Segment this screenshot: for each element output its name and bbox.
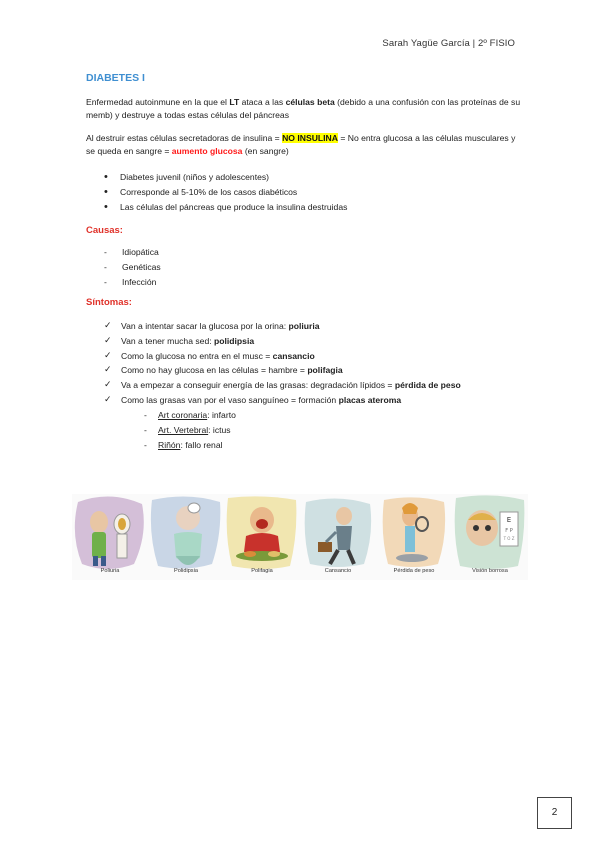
list-item bbox=[104, 363, 461, 378]
list-item: - Genéticas bbox=[104, 260, 161, 275]
symptom-text: Como no hay glucosa en las células = hambre = bbox=[121, 365, 308, 376]
symptom-term: poliuria bbox=[288, 321, 320, 331]
symptoms-illustration-strip bbox=[72, 494, 528, 580]
intro-paragraph-1 bbox=[86, 96, 526, 122]
symptom-term: pérdida de peso bbox=[394, 380, 461, 391]
list-item bbox=[104, 378, 461, 393]
illustration-label: Cansancio bbox=[324, 568, 352, 574]
illustration-cansancio bbox=[300, 494, 376, 580]
list-item: • Corresponde al 5-10% de los casos diabéticos bbox=[104, 185, 347, 200]
illustration-label: Polifagia bbox=[251, 568, 273, 574]
symptom-term: polifagia bbox=[307, 365, 343, 376]
complication-label: Riñón bbox=[158, 439, 181, 450]
svg-text:F P: F P bbox=[505, 528, 513, 534]
intro-text: (en sangre) bbox=[242, 146, 289, 156]
illustration-poliuria bbox=[72, 494, 148, 580]
checkmark-icon: ✓ bbox=[104, 365, 112, 376]
illustration-label: Poliuria bbox=[100, 568, 120, 574]
illustration-polifagia bbox=[224, 494, 300, 580]
causas-list bbox=[104, 245, 161, 290]
checkmark-icon: ✓ bbox=[104, 335, 112, 346]
aumento-glucosa-highlight: aumento glucosa bbox=[171, 146, 243, 156]
svg-text:T O Z: T O Z bbox=[503, 536, 515, 541]
complication-label: Art. Vertebral bbox=[158, 424, 209, 435]
beta-cells-term: células beta bbox=[285, 97, 335, 107]
intro-text: Al destruir estas células secretadoras de insulina = bbox=[86, 133, 283, 143]
illustration-vision-borrosa bbox=[452, 494, 528, 580]
list-item: - Idiopática bbox=[104, 245, 161, 260]
characteristics-list bbox=[104, 170, 347, 215]
illustration-polidipsia bbox=[148, 494, 224, 580]
illustration-perdida-de-peso bbox=[376, 494, 452, 580]
list-item: • Las células del páncreas que produce la insulina destruidas bbox=[104, 200, 347, 215]
causas-heading: Causas: bbox=[86, 225, 123, 236]
no-insulina-highlight: NO INSULINA bbox=[282, 133, 338, 143]
page-title: DIABETES I bbox=[86, 72, 145, 84]
intro-text: Enfermedad autoinmune en la que el bbox=[86, 97, 230, 107]
intro-paragraph-2 bbox=[86, 132, 526, 158]
symptom-term: placas ateroma bbox=[338, 394, 402, 405]
checkmark-icon: ✓ bbox=[104, 321, 112, 331]
complication-text: : fallo renal bbox=[180, 439, 223, 450]
list-item bbox=[104, 393, 461, 408]
illustration-label: Visión borrosa bbox=[472, 568, 508, 574]
symptom-text: Van a intentar sacar la glucosa por la orina: bbox=[121, 321, 289, 331]
symptom-text: Como la glucosa no entra en el musc = bbox=[121, 350, 273, 361]
complications-list bbox=[144, 408, 236, 452]
list-item: - Infección bbox=[104, 275, 161, 290]
symptom-text: Como las grasas van por el vaso sanguíneo = formación bbox=[121, 394, 339, 405]
illustration-label: Pérdida de peso bbox=[393, 568, 435, 574]
sintomas-heading: Síntomas: bbox=[86, 297, 132, 308]
list-item bbox=[104, 334, 461, 349]
checkmark-icon: ✓ bbox=[104, 380, 112, 391]
list-item bbox=[144, 408, 236, 423]
checkmark-icon: ✓ bbox=[104, 350, 112, 361]
page-number: 2 bbox=[537, 797, 572, 829]
checkmark-icon: ✓ bbox=[104, 394, 112, 405]
complication-text: : infarto bbox=[207, 410, 236, 420]
svg-text:E: E bbox=[506, 516, 512, 524]
page-header-author: Sarah Yagüe García | 2º FISIO bbox=[382, 38, 515, 49]
lt-term: LT bbox=[229, 97, 240, 107]
intro-text: ataca a las bbox=[239, 97, 286, 107]
sintomas-list bbox=[104, 319, 461, 408]
symptom-term: polidipsia bbox=[214, 335, 255, 346]
symptom-text: Va a empezar a conseguir energía de las grasas: degradación lípidos = bbox=[121, 380, 395, 391]
symptom-term: cansancio bbox=[272, 350, 315, 361]
list-item bbox=[144, 423, 236, 438]
illustration-label: Polidipsia bbox=[174, 568, 198, 574]
intro-text: = No entra glucosa a las células musculares y se queda en sangre = bbox=[86, 133, 516, 156]
complication-text: : ictus bbox=[208, 424, 231, 435]
complication-label: Art coronaria bbox=[158, 410, 208, 420]
list-item bbox=[104, 349, 461, 364]
list-item: • Diabetes juvenil (niños y adolescentes) bbox=[104, 170, 347, 185]
list-item bbox=[104, 319, 461, 334]
symptom-text: Van a tener mucha sed: bbox=[121, 335, 214, 346]
intro-text: (debido a una confusión con las proteínas de su memb) y destruye a todas estas células del páncreas bbox=[86, 97, 521, 120]
list-item bbox=[144, 438, 236, 453]
